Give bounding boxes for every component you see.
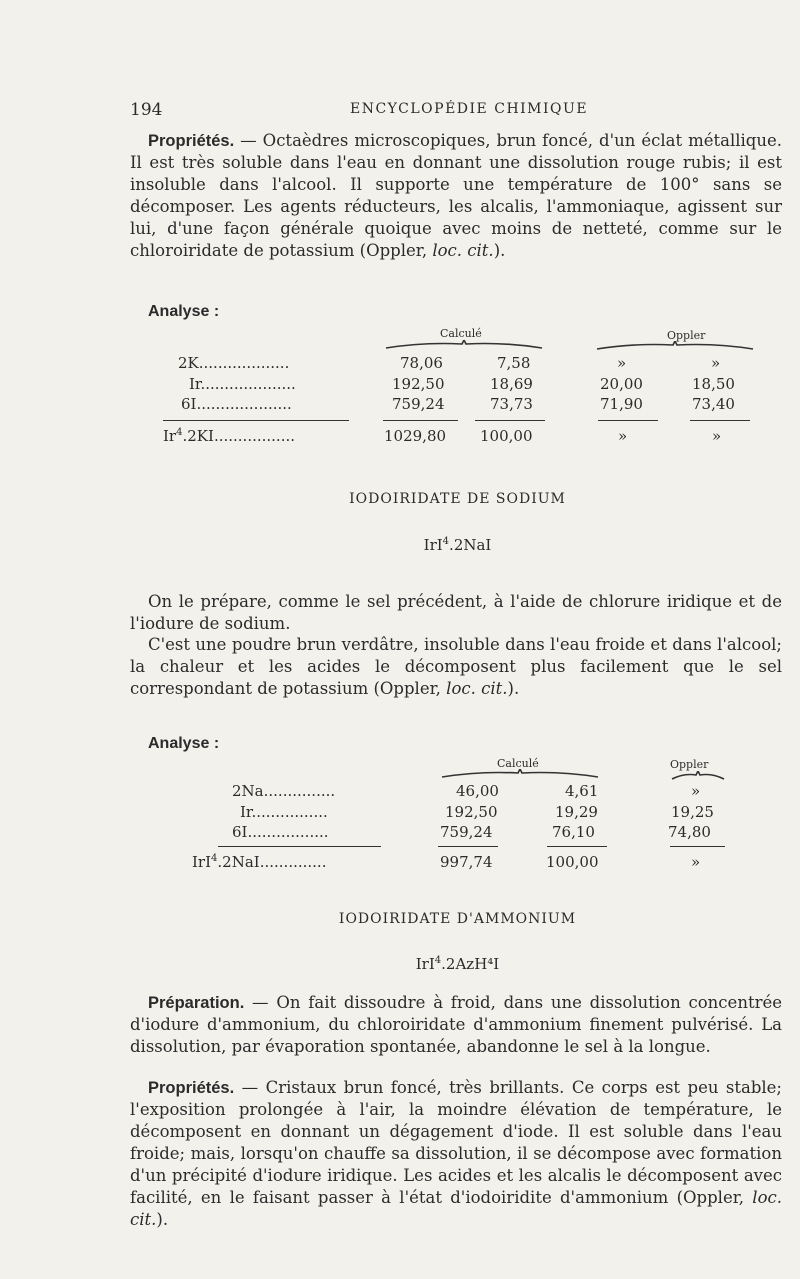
reference-italic: loc. cit. [130,1188,782,1229]
calc-mass: 192,50 [392,375,445,393]
calc-mass: 759,24 [440,823,493,841]
total-rule [547,846,607,847]
oppler-value: 71,90 [600,395,643,413]
paragraph-properties-ammonium: Propriétés. — Cristaux brun foncé, très brillants. Ce corps est peu stable; l'exposition prolongée à l'air, la moindre élévation de température, le décomposent en donnant un dégagement d'iode. Il est soluble dans l'eau froide; mais, lorsqu'on chauffe sa dissolution, il se décompose avec formation d'un précipité d'iodure iridique. Les acides et les alcalis le décomposent avec facilité, en le faisant passer à l'état d'iodoiridite d'ammonium (Oppler, loc. cit.). [130,1078,782,1229]
oppler-value: 74,80 [668,823,711,841]
reference-italic: loc. cit. [446,679,508,698]
oppler-value: 19,25 [671,803,714,821]
row-name: 2K................... [178,354,290,372]
paragraph-lead: Propriétés. [148,132,235,150]
calculated-brace [384,340,544,350]
oppler-value: 20,00 [600,375,643,393]
paragraph-end: ). [493,241,506,260]
total-rule [690,420,750,421]
calc-mass: 46,00 [456,782,499,800]
total-rule [218,846,381,847]
total-rule [670,846,725,847]
total-calc-mass: 997,74 [440,853,493,871]
calc-percent: 4,61 [565,782,599,800]
analysis-label: Analyse : [148,303,220,320]
calc-percent: 18,69 [490,375,533,393]
total-rule [598,420,658,421]
paragraph-properties-sodium: C'est une poudre brun verdâtre, insoluble dans l'eau froide et dans l'alcool; la chaleur et les acides le décomposent plus facilement que le sel correspondant de potassium (Oppler, loc. cit.). [130,635,782,698]
calculated-brace [440,769,600,779]
paragraph-properties-potassium [130,130,782,262]
calc-percent: 76,10 [552,823,595,841]
oppler-brace [670,771,726,781]
calc-mass: 759,24 [392,395,445,413]
total-rule [438,846,498,847]
formula-sodium: IrI$^4$.2NaI [423,536,492,554]
oppler-value: » [617,354,627,372]
calc-mass: 78,06 [400,354,443,372]
row-name: Ir.................... [189,375,296,393]
section-title-sodium: IODOIRIDATE DE SODIUM [349,491,566,507]
paragraph-preparation-ammonium: Préparation. — On fait dissoudre à froid, dans une dissolution concentrée d'iodure d'ammonium, du chloroiridate d'ammonium finement pulvérisé. La dissolution, par évaporation spontanée, abandonne le sel à la longue. [130,993,782,1056]
reference-italic: loc. cit. [432,241,494,260]
calc-mass: 192,50 [445,803,498,821]
total-rule [383,420,458,421]
oppler-value: » [711,354,721,372]
calc-percent: 7,58 [497,354,531,372]
total-rule [163,420,349,421]
row-name: Ir................ [240,803,328,821]
total-oppler: » [712,427,722,445]
calc-percent: 19,29 [555,803,598,821]
row-name: 6I.................... [181,395,292,413]
paragraph-lead: Préparation. [148,994,245,1012]
oppler-header: Oppler [667,329,706,342]
total-oppler: » [691,853,701,871]
section-title-ammonium: IODOIRIDATE D'AMMONIUM [338,911,577,927]
running-title: ENCYCLOPÉDIE CHIMIQUE [350,101,589,117]
formula-ammonium: IrI$^4$.2AzH⁴I [415,955,500,973]
oppler-value: 73,40 [692,395,735,413]
oppler-brace [595,341,755,351]
total-calc-percent: 100,00 [480,427,533,445]
oppler-header: Oppler [670,758,709,771]
calculated-header: Calculé [497,757,539,770]
row-name: 2Na............... [232,782,336,800]
total-name: IrI$^4$.2NaI.............. [192,853,327,871]
paragraph-lead: Propriétés. [148,1079,235,1097]
analysis-label: Analyse : [148,735,220,752]
calculated-header: Calculé [440,327,482,340]
page-header [130,100,785,122]
total-calc-mass: 1029,80 [384,427,447,445]
total-rule [475,420,545,421]
oppler-value: » [691,782,701,800]
total-oppler: » [618,427,628,445]
row-name: 6I................. [232,823,329,841]
total-name: Ir$^4$.2KI................. [163,427,295,445]
oppler-value: 18,50 [692,375,735,393]
total-calc-percent: 100,00 [546,853,599,871]
page-number: 194 [130,100,163,120]
paragraph-text: — Octaèdres microscopiques, brun foncé, d'un éclat métallique. Il est très soluble dans l'eau en donnant une dissolution rouge rubis; il est insoluble dans l'alcool. Il supporte une température de 100° sans se décomposer. Les agents réducteurs, les alcalis, l'ammoniaque, agissent sur lui, d'une façon générale quoique avec moins de netteté, comme sur le chloroiridate de potassium (Oppler, [130,131,782,260]
calc-percent: 73,73 [490,395,533,413]
paragraph-preparation-sodium: On le prépare, comme le sel précédent, à l'aide de chlorure iridique et de l'iodure de sodium. [130,592,782,633]
